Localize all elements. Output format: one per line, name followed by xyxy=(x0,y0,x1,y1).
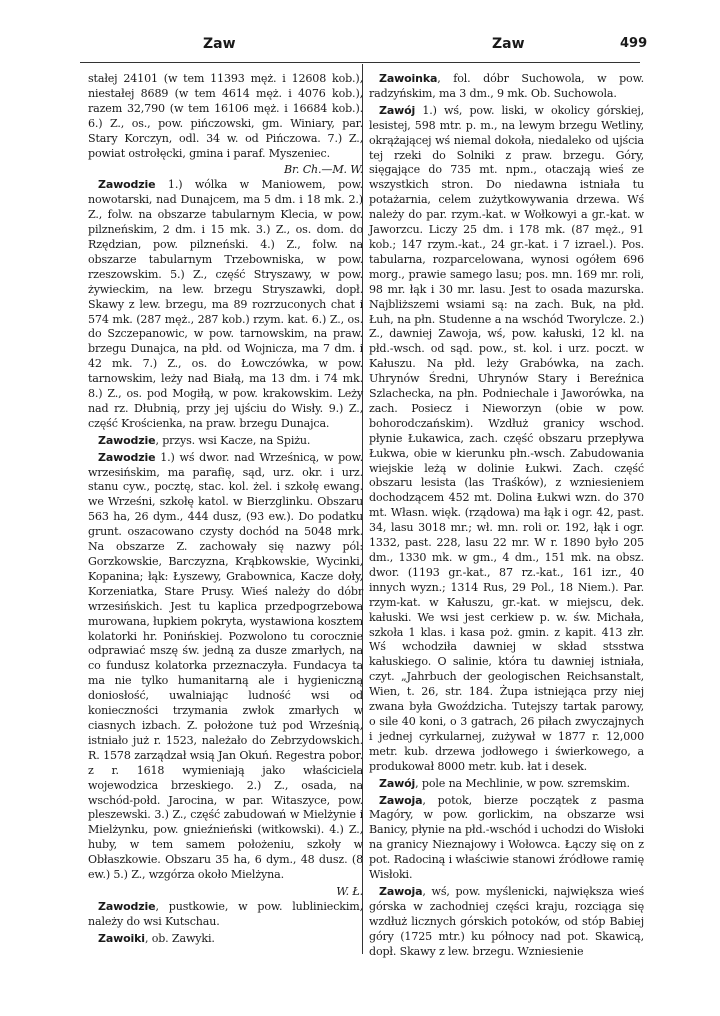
entry-text: 1.) wólka w Maniowem, pow. nowotarski, nad Dunajcem, ma 5 dm. i 18 mk. 2.) Z., folw. na obszarze tabularnym Klecia, w pow. pilzneńskim, 2 dm. i 15 mk. 3.) Z., os. dom. do Rzędzian, pow. pilzneński. 4.) Z., folw. na obszarze tabularnym Trzebowniska, w pow. rzeszowskim. 5.) Z., część Stryszawy, w pow. żywieckim, na lew. brzegu Stryszawki, dopł. Skawy z lew. brzegu, ma 89 rozrzuconych chat i 574 mk. (287 męż., 287 kob.) rzym. kat. 6.) Z., os. do Szczepanowic, w pow. tarnowskim, na praw. brzegu Dunajca, na płd. od Wojnicza, ma 7 dm. i 42 mk. 7.) Z., os. do Łowczówka, w pow. tarnowskim, leży nad Białą, ma 13 dm. i 74 mk. 8.) Z., os. pod Mogiłą, w pow. krakowskim. Leży nad rz. Dłubnią, przy jej ujściu do Wisły. 9.) Z., część Krościenka, na praw. brzegu Dunajca. xyxy=(88,178,363,430)
page-header xyxy=(0,36,720,58)
entry-headword: Zawodzie xyxy=(98,899,156,913)
entry-headword: Zawodzie xyxy=(98,450,156,464)
entry-headword: Zawoja xyxy=(379,884,423,898)
entry-text: , potok, bierze początek z pasma Magóry, w pow. gorlickim, na obszarze wsi Banicy, płynie na płd.-wschód i uchodzi do Wisłoki na granicy Nieznajowy i Wołowca. Łączy się on z pot. Radociną i właściwie stanowi źródłowe ramię Wisłoki. xyxy=(369,793,644,882)
entry-text: 1.) wś, pow. liski, w okolicy górskiej, lesistej, 598 mtr. p. m., na lewym brzegu Wetliny, okrążającej wś niemal dokoła, niedaleko od ujścia tej rzeki do Solniki z praw. brzegu. Góry, sięgające do 735 mt. npm., otaczają wieś ze wszystkich stron. Do niedawna istniała tu potażarnia, celem zużytkowywania drzewa. Wś należy do par. rzym.-kat. w Wołkowyi a gr.-kat. w Jaworzcu. Liczy 25 dm. i 178 mk. (87 męż., 91 kob.; 147 rzym.-kat., 24 gr.-kat. i 7 izrael.). Pos. tabularna, rozparcelowana, wynosi ogółem 696 morg., prawie samego lasu; pos. mn. 169 mr. roli, 98 mr. łąk i 30 mr. lasu. Jest to osada mazurska. Najbliższemi wsiami są: na zach. Buk, na płd. Łuh, na płn. Studenne a na wschód Tworylcze. 2.) Z., dawniej Zawoja, wś, pow. kałuski, 12 kl. na płd.-wsch. od sąd. pow., st. kol. i urz. poczt. w Kałuszu. Na płd. leży Grabówka, na zach. Uhrynów Średni, Uhrynów Stary i Bereźnica Szlachecka, na płn. Podniechale i Jaworówka, na zach. Posiecz i Nieworzyn (obie w pow. bohorodczańskim). Wzdłuż granicy wschod. płynie Łukawica, zach. część obszaru przepływa Łukwa, obie w kierunku płn.-wsch. Zabudowania wiejskie leżą w dolinie Łukwi. Zach. część obszaru lesista (las Traśków), z wzniesieniem dochodzącem 452 mt. Dolina Łukwi wzn. do 370 mt. Własn. więk. (rządowa) ma łąk i ogr. 42, past. 34, lasu 3018 mr.; wł. mn. roli or. 192, łąk i ogr. 1332, past. 228, lasu 22 mr. W r. 1890 było 205 dm., 1330 mk. w gm., 4 dm., 151 mk. na obsz. dwor. (1193 gr.-kat., 87 rz.-kat., 161 izr., 40 innych wyzn.; 1314 Rus, 29 Pol., 18 Niem.). Par. rzym-kat. w Kałuszu, gr.-kat. w miejscu, dek. kałuski. We wsi jest cerkiew p. w. św. Michała, szkoła 1 klas. i kasa poż. gmin. z kapit. 413 złr. Wś wchodziła dawniej w skład stsstwa kałuskiego. O salinie, która tu dawniej istniała, czyt. „Jahrbuch der geologischen Reichsanstalt, Wien, t. 26, str. 184. Żupa istniejąca przy niej zwana była Gwoździcha. Tutejszy tartak parowy, o sile 40 koni, o 3 gatrach, 26 piłach zwyczajnych i jednej cyrkularnej, zużywał w 1877 r. 12,000 metr. kub. drzewa jodłowego i świerkowego, a produkował 8000 metr. kub. łat i desek. xyxy=(369,103,644,773)
dictionary-entry xyxy=(88,900,363,930)
dictionary-entry xyxy=(88,72,363,161)
dictionary-entry xyxy=(88,451,363,883)
dictionary-entry xyxy=(369,794,644,883)
entry-text: 1.) wś dwor. nad Wrześnicą, w pow. wrzesińskim, ma parafię, sąd, urz. okr. i urz. stanu cyw., pocztę, stac. kol. żel. i szkołę ewang. we Wrześni, szkołę katol. w Bierzglinku. Obszaru 563 ha, 26 dym., 444 dusz, (93 ew.). Do podatku grunt. oszacowano czysty dochód na 5048 mrk. Na obszarze Z. zachowały się nazwy pól: Gorzkowskie, Barczyzna, Krąbkowskie, Wycinki, Kopanina; łąk: Łyszewy, Grabownica, Kacze doły, Korzeniatka, Stare Prusy. Wieś należy do dóbr wrzesińskich. Jest tu kaplica przedpogrzebowa murowana, łupkiem pokryta, wystawiona kosztem kolatorki hr. Ponińskiej. Pozwolono tu corocznie odprawiać mszę św. jedną za dusze zmarłych, na co fundusz kolatorka przeznaczyła. Fundacya ta ma nie tylko humanitarną ale i hygieniczną doniosłość, uwalniając ludność wsi od konieczności trzymania zwłok zmarłych w ciasnych izbach. Z. położone tuż pod Wrześnią, istniało już r. 1523, należało do Zebrzydowskich. R. 1578 zarządzał wsią Jan Okuń. Regestra pobor. z r. 1618 wymieniają jako właściciela wojewodzica brzeskiego. 2.) Z., osada, na wschód-połd. Jarocina, w par. Witaszyce, pow. pleszewski. 3.) Z., część zabudowań w Mielżynie i Mielżynku, pow. gnieźnieński (witkowski). 4.) Z., huby, w tem samem położeniu, szkoły w Obłaszkowie. Obszaru 35 ha, 6 dym., 48 dusz. (8 ew.) 5.) Z., wzgórza około Mielżyna. xyxy=(88,450,363,882)
dictionary-entry xyxy=(88,178,363,431)
dictionary-entry xyxy=(369,885,644,960)
running-head-right: Zaw xyxy=(492,36,525,52)
entry-text: , pustkowie, w pow. lublinieckim, należy do wsi Kutschau. xyxy=(88,899,363,928)
entry-text: , fol. dóbr Suchowola, w pow. radzyńskim, ma 3 dm., 9 mk. Ob. Suchowola. xyxy=(369,72,644,100)
left-column xyxy=(88,72,363,949)
entry-text: , ob. Zawyki. xyxy=(144,931,215,945)
dictionary-entry xyxy=(88,932,363,947)
entry-signature: W. Ł. xyxy=(336,884,363,898)
entry-text: , przys. wsi Kacze, na Spiżu. xyxy=(155,433,311,447)
entry-headword: Zawój xyxy=(379,103,416,117)
right-column xyxy=(369,72,644,961)
entry-text: stałej 24101 (w tem 11393 męż. i 12608 kob.), niestałej 8689 (w tem 4614 męż. i 4076 kob.), razem 32,790 (w tem 16106 męż. i 16684 kob.). 6.) Z., os., pow. pińczowski, gm. Winiary, par. Stary Korczyn, odl. 34 w. od Pińczowa. 7.) Z., powiat ostrołęcki, gmina i paraf. Myszeniec. xyxy=(88,72,363,160)
running-head-left: Zaw xyxy=(203,36,236,52)
entry-headword: Zawoinka xyxy=(379,72,438,85)
dictionary-entry xyxy=(88,434,363,449)
entry-text: , wś, pow. myślenicki, największa wieś górska w zachodniej części kraju, rozciąga się wzdłuż licznych górskich potoków, od stóp Babiej góry (1725 mtr.) ku północy nad pot. Skawicą, dopł. Skawy z lew. brzegu. Wzniesienie xyxy=(369,884,644,958)
entry-text: , pole na Mechlinie, w pow. szremskim. xyxy=(415,776,630,790)
dictionary-entry xyxy=(369,777,644,792)
page-number: 499 xyxy=(620,36,648,51)
entry-headword: Zawoiki xyxy=(98,931,145,945)
dictionary-entry xyxy=(369,104,644,775)
entry-headword: Zawodzie xyxy=(98,433,156,447)
dictionary-entry xyxy=(369,72,644,102)
entry-headword: Zawoja xyxy=(379,793,423,807)
entry-headword: Zawój xyxy=(379,776,416,790)
entry-signature: Br. Ch.—M. W. xyxy=(284,163,363,177)
header-rule xyxy=(80,62,640,63)
entry-headword: Zawodzie xyxy=(98,178,156,192)
